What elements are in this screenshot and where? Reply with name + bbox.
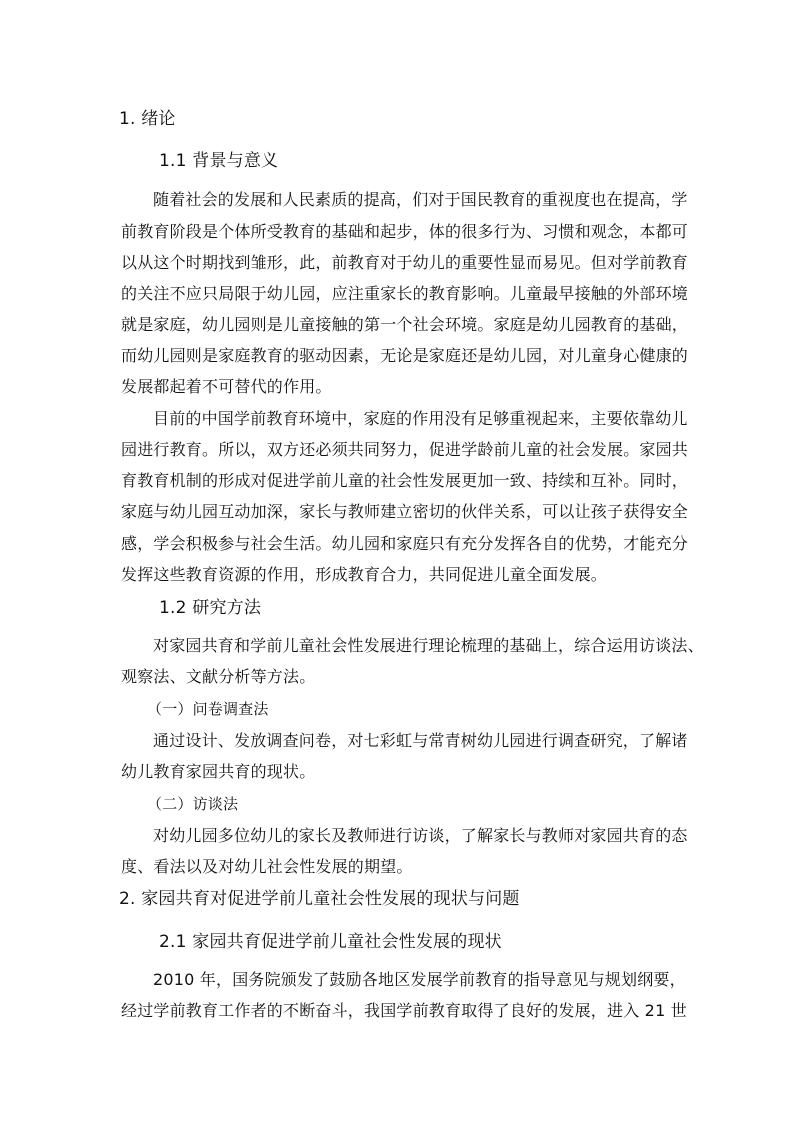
paragraph-line: 度、看法以及对幼儿社会性发展的期望。: [121, 857, 413, 876]
subsection-heading-1-2: 1.2 研究方法: [159, 598, 262, 618]
paragraph-line: 而幼儿园则是家庭教育的驱动因素，无论是家庭还是幼儿园，对儿童身心健康的: [121, 346, 689, 365]
paragraph-line: 的关注不应只局限于幼儿园，应注重家长的教育影响。儿童最早接触的外部环境: [121, 284, 689, 303]
subsection-heading-1-1: 1.1 背景与意义: [159, 151, 279, 171]
paragraph-line: 就是家庭，幼儿园则是儿童接触的第一个社会环境。家庭是幼儿园教育的基础，: [121, 315, 689, 334]
paragraph-line: 幼儿教育家园共育的现状。: [121, 762, 316, 781]
method-heading-questionnaire: （一）问卷调查法: [147, 700, 269, 718]
paragraph-line: 家庭与幼儿园互动加深，家长与教师建立密切的伙伴关系，可以让孩子获得安全: [121, 502, 689, 521]
paragraph-line: 前教育阶段是个体所受教育的基础和起步，体的很多行为、习惯和观念，本都可: [121, 222, 689, 241]
paragraph-line: 观察法、文献分析等方法。: [121, 667, 316, 686]
paragraph-line: 发展都起着不可替代的作用。: [121, 377, 332, 396]
paragraph-line: 园进行教育。所以，双方还必须共同努力，促进学龄前儿童的社会发展。家园共: [121, 440, 689, 459]
paragraph-line: 感，学会积极参与社会生活。幼儿园和家庭只有充分发挥各自的优势，才能充分: [121, 534, 689, 553]
paragraph-line: 发挥这些教育资源的作用，形成教育合力，共同促进儿童全面发展。: [121, 565, 608, 584]
paragraph-line: 2010 年，国务院颁发了鼓励各地区发展学前教育的指导意见与规划纲要，: [153, 970, 686, 989]
section-heading-2: 2. 家园共育对促进学前儿童社会性发展的现状与问题: [119, 889, 520, 909]
paragraph-line: 以从这个时期找到雏形，此，前教育对于幼儿的重要性显而易见。但对学前教育: [121, 253, 689, 272]
paragraph-line: 经过学前教育工作者的不断奋斗，我国学前教育取得了良好的发展，进入 21 世: [121, 1001, 687, 1020]
paragraph-line: 对家园共育和学前儿童社会性发展进行理论梳理的基础上，综合运用访谈法、: [153, 636, 704, 655]
paragraph-line: 通过设计、发放调查问卷，对七彩虹与常青树幼儿园进行调查研究，了解诸: [153, 731, 688, 750]
paragraph-line: 随着社会的发展和人民素质的提高，们对于国民教育的重视度也在提高，学: [153, 190, 688, 209]
method-heading-interview: （二）访谈法: [147, 795, 239, 813]
paragraph-line: 育教育机制的形成对促进学前儿童的社会性发展更加一致、持续和互补。同时，: [121, 471, 689, 490]
section-heading-1: 1. 绪论: [119, 109, 176, 129]
paragraph-line: 对幼儿园多位幼儿的家长及教师进行访谈，了解家长与教师对家园共育的态: [153, 826, 688, 845]
paragraph-line: 目前的中国学前教育环境中，家庭的作用没有足够重视起来，主要依靠幼儿: [153, 409, 688, 428]
subsection-heading-2-1: 2.1 家园共育促进学前儿童社会性发展的现状: [159, 932, 502, 952]
